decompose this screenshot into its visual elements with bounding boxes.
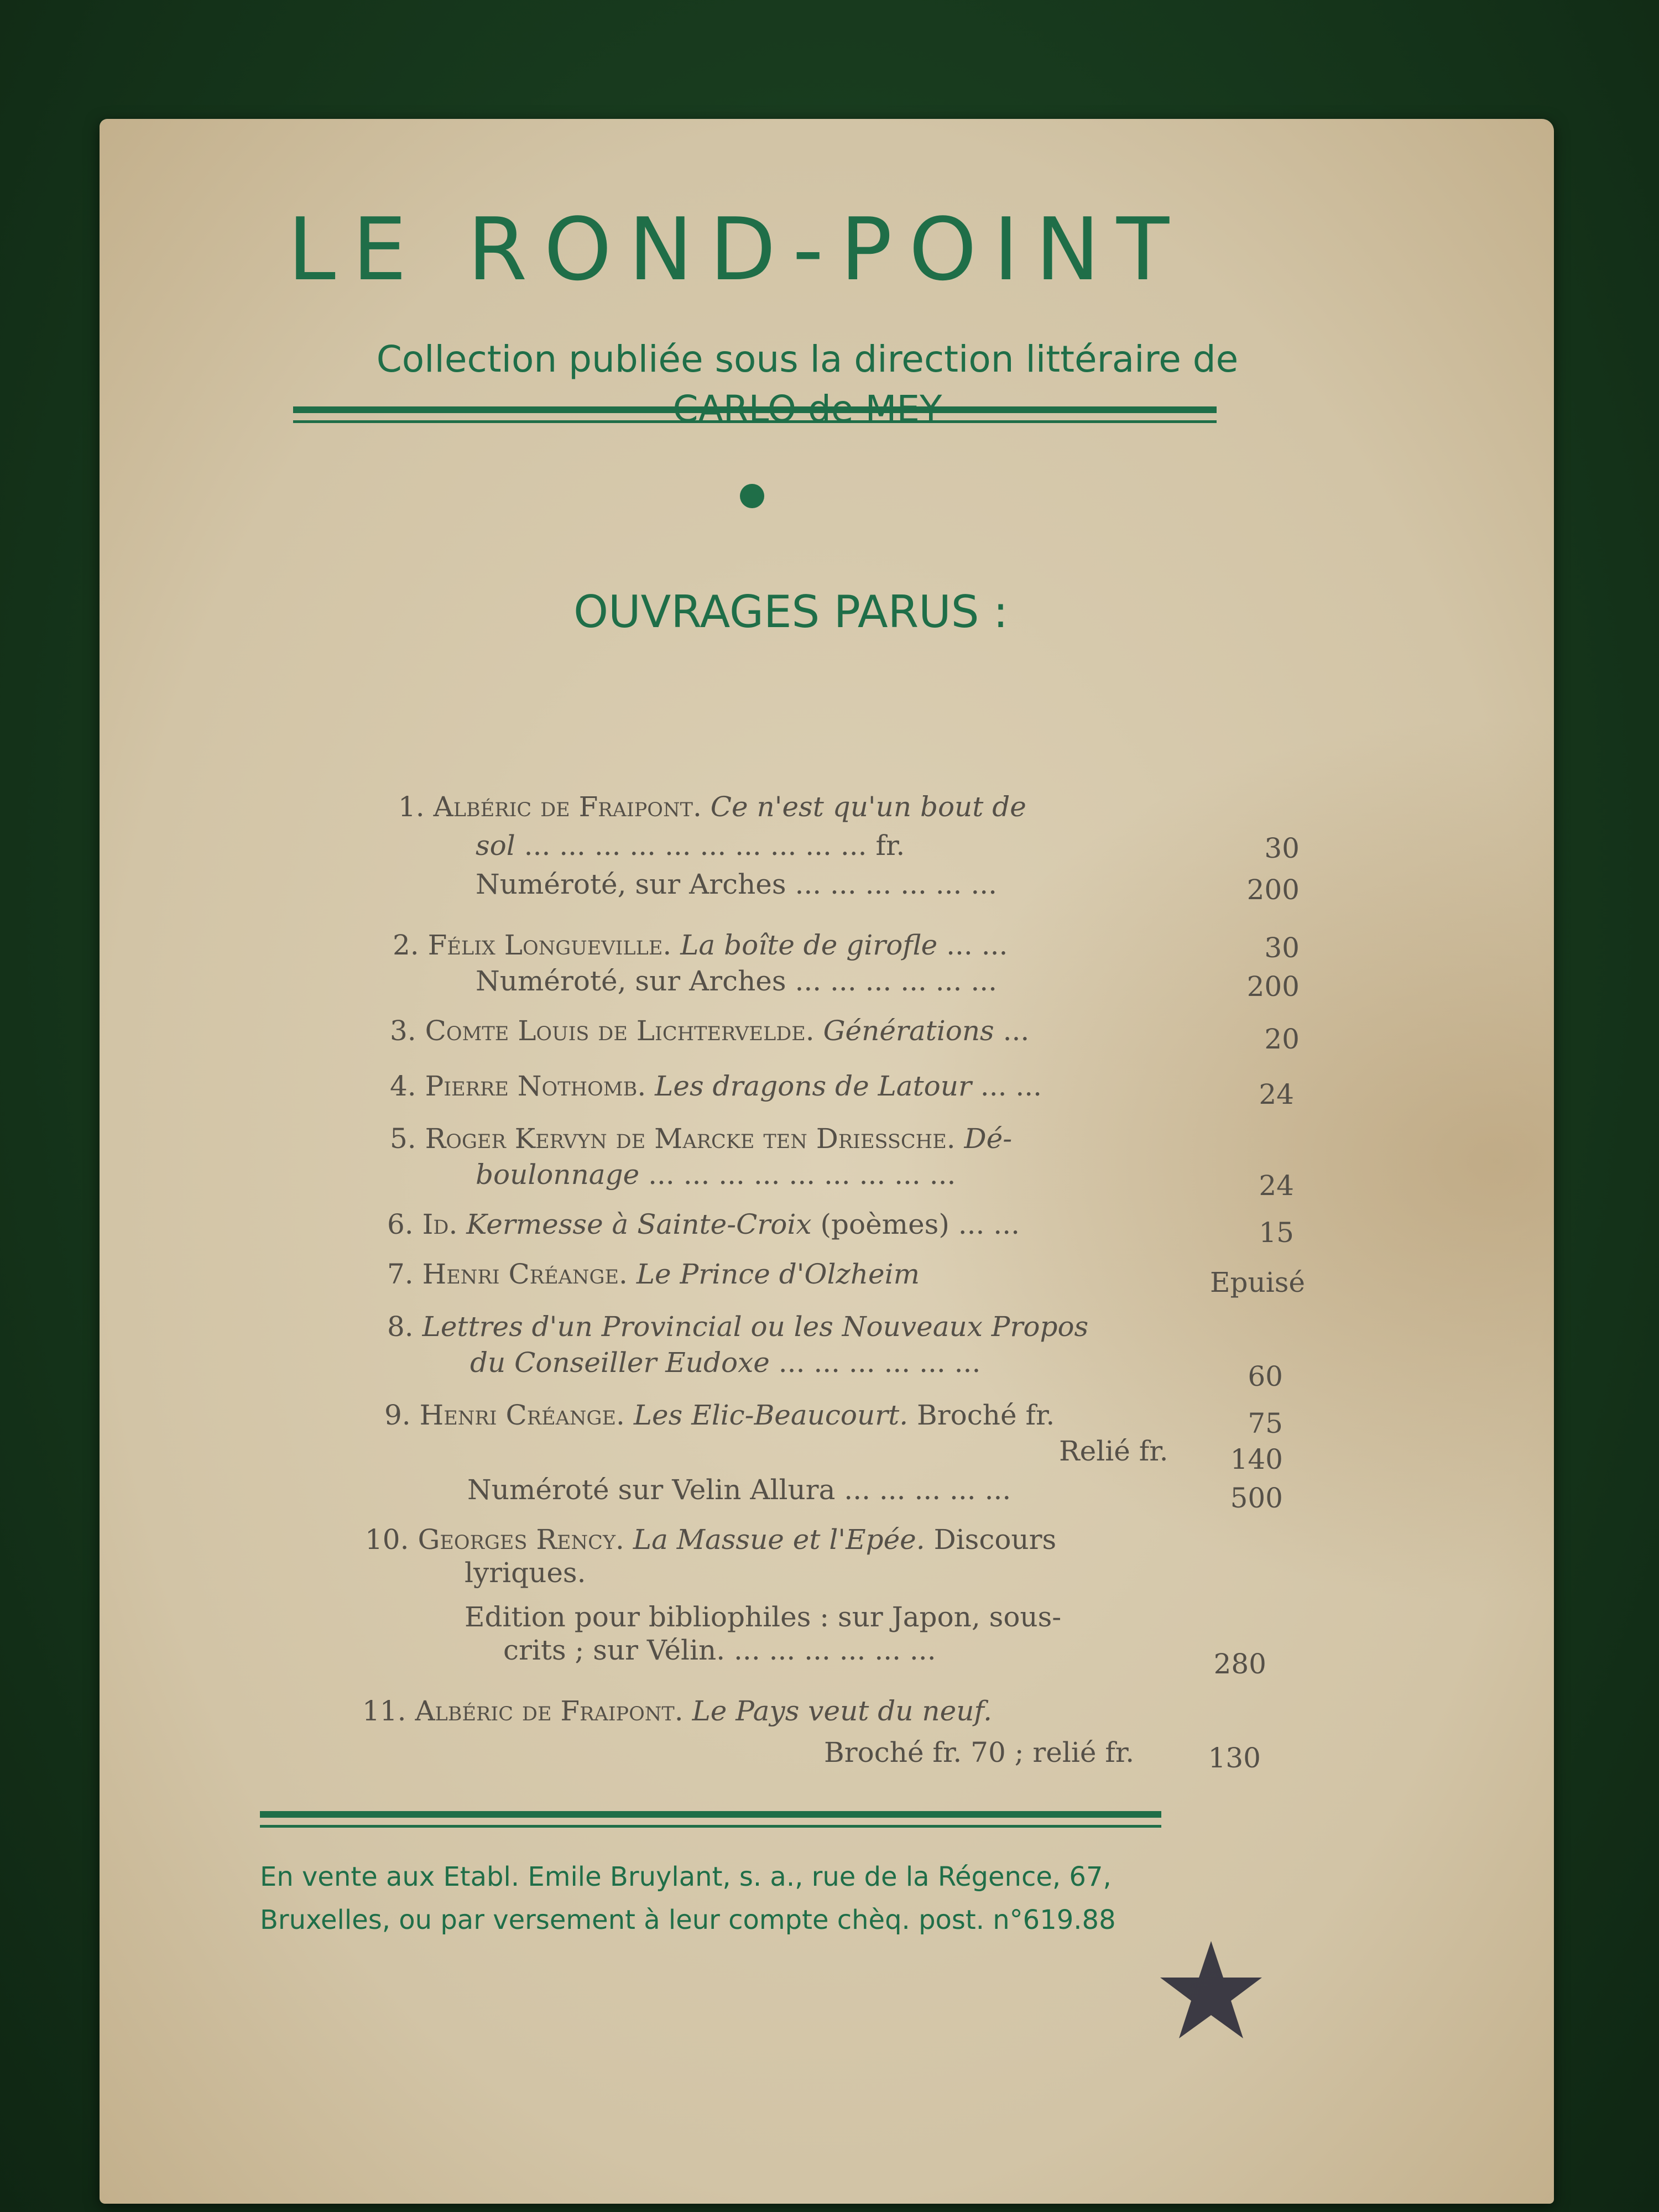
entry-title-cont: du Conseiller Eudoxe (470, 1347, 770, 1379)
publisher-note-line-2: Bruxelles, ou par versement à leur compte chèq. post. n°619.88 (260, 1905, 1116, 1936)
entry-title: Générations (823, 1015, 994, 1047)
entry-title: Les dragons de Latour (655, 1070, 972, 1102)
entry-extra: Discours (933, 1524, 1057, 1556)
entry-author: Albéric de Fraipont. (433, 791, 702, 823)
entry-variant (503, 1634, 936, 1666)
entry-title: La boîte de girofle (680, 929, 938, 961)
entry-variant-label: Numéroté, sur Arches (476, 868, 786, 900)
list-item (390, 1015, 1029, 1047)
entry-variant-price: 280 (1213, 1648, 1266, 1680)
entry-leader-dots: ... (1003, 1015, 1030, 1047)
entry-author: Id. (422, 1208, 458, 1240)
entry-title: Les Elic-Beaucourt. (633, 1399, 909, 1431)
entry-title: Le Prince d'Olzheim (636, 1258, 920, 1290)
entry-author: Henri Créange. (422, 1258, 628, 1290)
entry-price: 24 (1259, 1170, 1294, 1202)
entry-price: 75 (1248, 1407, 1283, 1439)
list-item (387, 1311, 1088, 1343)
list-item-continuation (470, 1347, 980, 1379)
entry-number: 5. (390, 1123, 416, 1155)
ornament-dot (740, 484, 764, 508)
entry-title: Dé- (964, 1123, 1013, 1155)
entry-status: Epuisé (1210, 1266, 1305, 1298)
entry-number: 4. (390, 1070, 416, 1102)
entry-currency: fr. (875, 830, 905, 862)
entry-author: Roger Kervyn de Marcke ten Driessche. (425, 1123, 956, 1155)
entry-number: 9. (384, 1399, 411, 1431)
collection-subtitle (288, 335, 1327, 434)
entry-binding-2: Relié fr. (1059, 1435, 1168, 1467)
entry-price: 15 (1259, 1217, 1294, 1249)
entry-author: Félix Longueville. (427, 929, 672, 961)
entry-title-cont: boulonnage (476, 1159, 640, 1191)
entry-variant-price: 200 (1246, 971, 1300, 1003)
entry-leader-dots: ... ... ... ... ... ... (795, 868, 998, 900)
entry-leader-dots: ... ... ... ... ... ... (778, 1347, 981, 1379)
list-item (365, 1524, 1056, 1556)
footer-rule-thick (260, 1811, 1161, 1818)
list-item (390, 1123, 1012, 1155)
list-item-continuation (476, 830, 905, 862)
entry-binding: Broché fr. 70 ; relié fr. (824, 1736, 1135, 1768)
entry-title: La Massue et l'Epée. (633, 1524, 925, 1556)
entry-number: 7. (387, 1258, 414, 1290)
entry-title: Ce n'est qu'un bout de (710, 791, 1026, 823)
entry-leader-dots: ... ... ... ... ... ... (734, 1634, 936, 1666)
entry-author: Henri Créange. (419, 1399, 625, 1431)
entry-author: Albéric de Fraipont. (415, 1695, 684, 1727)
entry-number: 1. (398, 791, 425, 823)
entry-number: 10. (365, 1524, 409, 1556)
entry-price: 30 (1264, 932, 1300, 964)
entry-leader-dots: ... ... ... ... ... (844, 1474, 1011, 1506)
entry-title: Lettres d'un Provincial ou les Nouveaux Propos (422, 1311, 1089, 1343)
entry-title: Kermesse à Sainte-Croix (466, 1208, 812, 1240)
section-heading: OUVRAGES PARUS : (573, 586, 1008, 638)
star-icon (1156, 1936, 1266, 2046)
entry-variant (476, 965, 997, 997)
entry-variant-price: 500 (1230, 1482, 1283, 1514)
entry-number: 8. (387, 1311, 414, 1343)
entry-leader-dots: ... ... (980, 1070, 1042, 1102)
entry-leader-dots: ... ... ... ... ... ... (795, 965, 998, 997)
entry-leader-dots: ... ... ... ... ... ... ... ... ... ... (524, 830, 867, 862)
entry-extra-cont: lyriques. (465, 1557, 586, 1589)
entry-number: 6. (387, 1208, 414, 1240)
entry-leader-dots: ... ... ... ... ... ... ... ... ... (648, 1159, 956, 1191)
entry-extra: (poèmes) (820, 1208, 950, 1240)
list-item (387, 1208, 1020, 1240)
entry-price: 60 (1248, 1360, 1283, 1392)
collection-title: LE ROND-POINT (288, 199, 1186, 300)
entry-author: Comte Louis de Lichtervelde. (425, 1015, 815, 1047)
entry-price-2: 140 (1230, 1443, 1283, 1475)
list-item (387, 1258, 920, 1290)
entry-variant-price: 200 (1246, 874, 1300, 906)
entry-number: 11. (362, 1695, 406, 1727)
list-item-continuation (476, 1159, 956, 1191)
list-item (393, 929, 1008, 961)
entry-price: 20 (1264, 1023, 1300, 1055)
entry-price: 24 (1259, 1078, 1294, 1110)
entry-variant-label-cont: crits ; sur Vélin. (503, 1634, 726, 1666)
entry-number: 2. (393, 929, 419, 961)
publisher-note-line-1: En vente aux Etabl. Emile Bruylant, s. a., rue de la Régence, 67, (260, 1861, 1112, 1892)
entry-author: Georges Rency. (418, 1524, 624, 1556)
entry-variant (467, 1474, 1011, 1506)
list-item (362, 1695, 992, 1727)
list-item (384, 1399, 1055, 1431)
entry-variant-label: Numéroté, sur Arches (476, 965, 786, 997)
footer-rule-thin (260, 1825, 1161, 1828)
entry-author: Pierre Nothomb. (425, 1070, 646, 1102)
entry-variant-label: Numéroté sur Velin Allura (467, 1474, 836, 1506)
entry-leader-dots: ... ... (946, 929, 1008, 961)
entry-title: Le Pays veut du neuf. (692, 1695, 993, 1727)
entry-title-cont: sol (476, 830, 515, 862)
entry-number: 3. (390, 1015, 416, 1047)
entry-price: 130 (1208, 1742, 1261, 1774)
entry-binding: Broché fr. (917, 1399, 1055, 1431)
subtitle-line-1: Collection publiée sous la direction littéraire de (376, 338, 1239, 380)
entry-variant-label: Edition pour bibliophiles : sur Japon, sous- (465, 1601, 1062, 1633)
editor-name: CARLO de MEY (672, 388, 942, 430)
publisher-note (260, 1855, 1183, 1942)
entry-price: 30 (1264, 832, 1300, 864)
list-item (398, 791, 1026, 823)
entry-leader-dots: ... ... (958, 1208, 1020, 1240)
entry-variant (476, 868, 997, 900)
list-item (390, 1070, 1042, 1102)
